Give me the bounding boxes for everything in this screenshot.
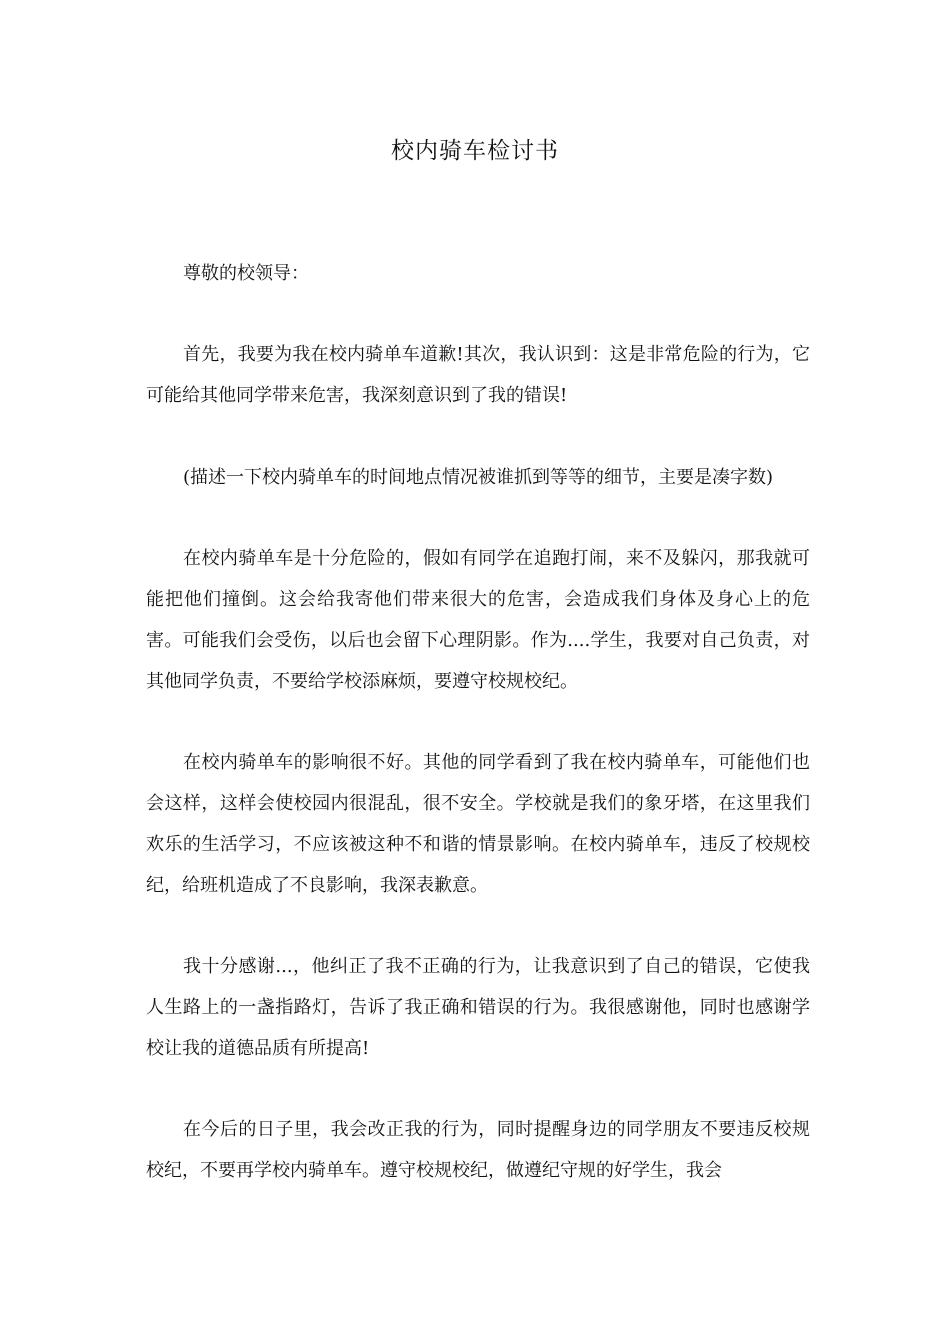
paragraph-text: 首先，我要为我在校内骑单车道歉!其次，我认识到：这是非常危险的行为，它可能给其他同学带来危害，我深刻意识到了我的错误! bbox=[146, 344, 810, 406]
paragraph-text: 在今后的日子里，我会改正我的行为，同时提醒身边的同学朋友不要违反校规校纪，不要再学校内骑单车。遵守校规校纪，做遵纪守规的好学生，我会 bbox=[146, 1119, 810, 1181]
salutation-text: 尊敬的校领导： bbox=[183, 263, 309, 284]
paragraph-promise bbox=[146, 1109, 810, 1191]
paragraph-influence bbox=[146, 742, 810, 906]
paragraph-apology bbox=[146, 334, 810, 416]
paragraph-danger bbox=[146, 538, 810, 702]
document-title: 校内骑车检讨书 bbox=[391, 138, 559, 164]
salutation bbox=[146, 253, 810, 294]
paragraph-note bbox=[146, 457, 810, 498]
paragraph-text: (描述一下校内骑单车的时间地点情况被谁抓到等等的细节，主要是凑字数) bbox=[183, 467, 774, 488]
paragraph-text: 我十分感谢...，他纠正了我不正确的行为，让我意识到了自己的错误，它使我人生路上的一盏指路灯，告诉了我正确和错误的行为。我很感谢他，同时也感谢学校让我的道德品质有所提高! bbox=[146, 956, 810, 1059]
paragraph-text: 在校内骑单车是十分危险的，假如有同学在追跑打闹，来不及躲闪，那我就可能把他们撞倒。这会给我寄他们带来很大的危害，会造成我们身体及身心上的危害。可能我们会受伤，以后也会留下心理阴影。作为....学生，我要对自己负责，对其他同学负责，不要给学校添麻烦，要遵守校规校纪。 bbox=[146, 548, 810, 692]
paragraph-thanks bbox=[146, 946, 810, 1069]
paragraph-text: 在校内骑单车的影响很不好。其他的同学看到了我在校内骑单车，可能他们也会这样，这样会使校园内很混乱，很不安全。学校就是我们的象牙塔，在这里我们欢乐的生活学习，不应该被这种不和谐的情景影响。在校内骑单车，违反了校规校纪，给班机造成了不良影响，我深表歉意。 bbox=[146, 752, 810, 896]
